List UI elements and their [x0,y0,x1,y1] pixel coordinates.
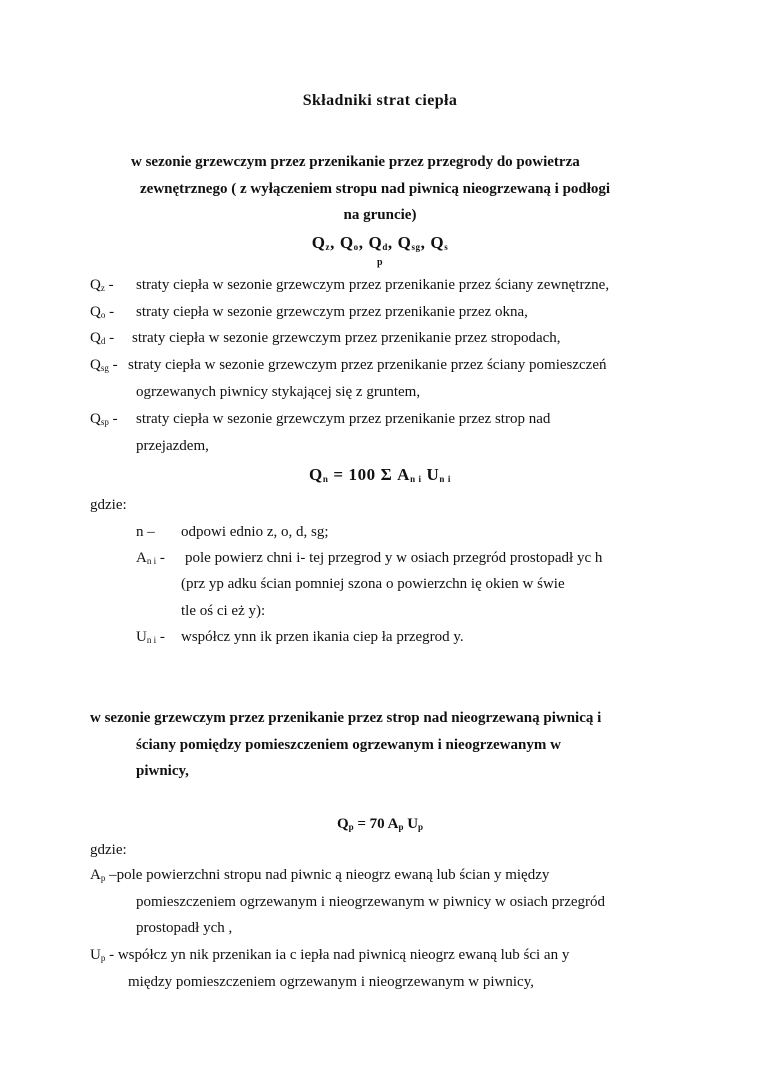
page-title: Składniki strat ciepła [302,92,458,109]
def-up-cont1: między pomieszczeniem ogrzewanym i nieogrzewanym w piwnicy, [128,974,534,990]
legend-uni-text: współcz ynn ik przen ikania ciep ła przegrod y. [181,629,464,645]
def-qz-label: $Q_z$ - [90,277,114,293]
def-qo-label: $Q_o$ - [90,304,115,320]
def-qsg-label: $Q_{sg}$ - [90,357,118,373]
def-qz-text: straty ciepła w sezonie grzewczym przez przenikanie przez ściany zewnętrzne, [136,277,610,293]
formula-qn: $Q_n = 100$ Σ $A_{n i}$ $U_{n i}$ [309,465,451,484]
legend-ani-cont1: (prz yp adku ścian pomniej szona o powierzchn ię okien w świe [181,576,565,592]
section2-heading-line2: ściany pomiędzy pomieszczeniem ogrzewanym i nieogrzewanym w [136,737,561,753]
loss-symbols: $Q_z$, $Q_o$, $Q_d$, $Q_{sg}$, $Q_s$ [311,233,449,252]
section2-heading-line3: piwnicy, [136,763,189,779]
legend-n-label: n – [136,524,155,540]
legend-ani-text: pole powierz chni i- tej przegrod y w osiach przegród prostopadł yc h [185,550,603,566]
def-qsp-text-cont: przejazdem, [136,438,209,454]
def-ap-cont1: pomieszczeniem ogrzewanym i nieogrzewanym w piwnicy w osiach przegród [136,894,605,910]
def-qd-text: straty ciepła w sezonie grzewczym przez przenikanie przez stropodach, [132,330,561,346]
gdzie-label-1: gdzie: [90,497,127,513]
def-ap: $A_p$ –pole powierzchni stropu nad piwnic ą nieogrz ewaną lub ścian y między [90,867,550,883]
gdzie-label-2: gdzie: [90,842,127,858]
def-qd-label: $Q_d$ - [90,330,115,346]
section2-heading-line1: w sezonie grzewczym przez przenikanie przez strop nad nieogrzewaną piwnicą i [90,710,602,726]
def-qo-text: straty ciepła w sezonie grzewczym przez przenikanie przez okna, [136,304,528,320]
legend-ani-label: $A_{n i}$ - [136,550,165,566]
section1-heading-line1: w sezonie grzewczym przez przenikanie przez przegrody do powietrza [131,154,580,170]
section1-heading-line3: na gruncie) [343,207,417,223]
def-qsp-label: $Q_{sp}$ - [90,411,118,427]
def-ap-cont2: prostopadł ych , [136,920,233,936]
legend-n-text: odpowi ednio z, o, d, sg; [181,524,329,540]
loss-symbols-sub-p: p [377,257,383,268]
def-qsg-text: straty ciepła w sezonie grzewczym przez przenikanie przez ściany pomieszczeń [128,357,607,373]
legend-ani-cont2: tle oś ci eż y): [181,603,266,619]
def-up: $U_p$ - współcz yn nik przenikan ia c iepła nad piwnicą nieogrz ewaną lub ści an y [90,947,570,963]
def-qsp-text: straty ciepła w sezonie grzewczym przez przenikanie przez strop nad [136,411,551,427]
legend-uni-label: $U_{n i}$ - [136,629,165,645]
def-qsg-text-cont: ogrzewanych piwnicy stykającej się z gruntem, [136,384,421,400]
formula-qp: $Q_p = 70$ $A_p$ $U_p$ [336,816,424,832]
section1-heading-line2: zewnętrznego ( z wyłączeniem stropu nad piwnicą nieogrzewaną i podłogi [140,181,611,197]
